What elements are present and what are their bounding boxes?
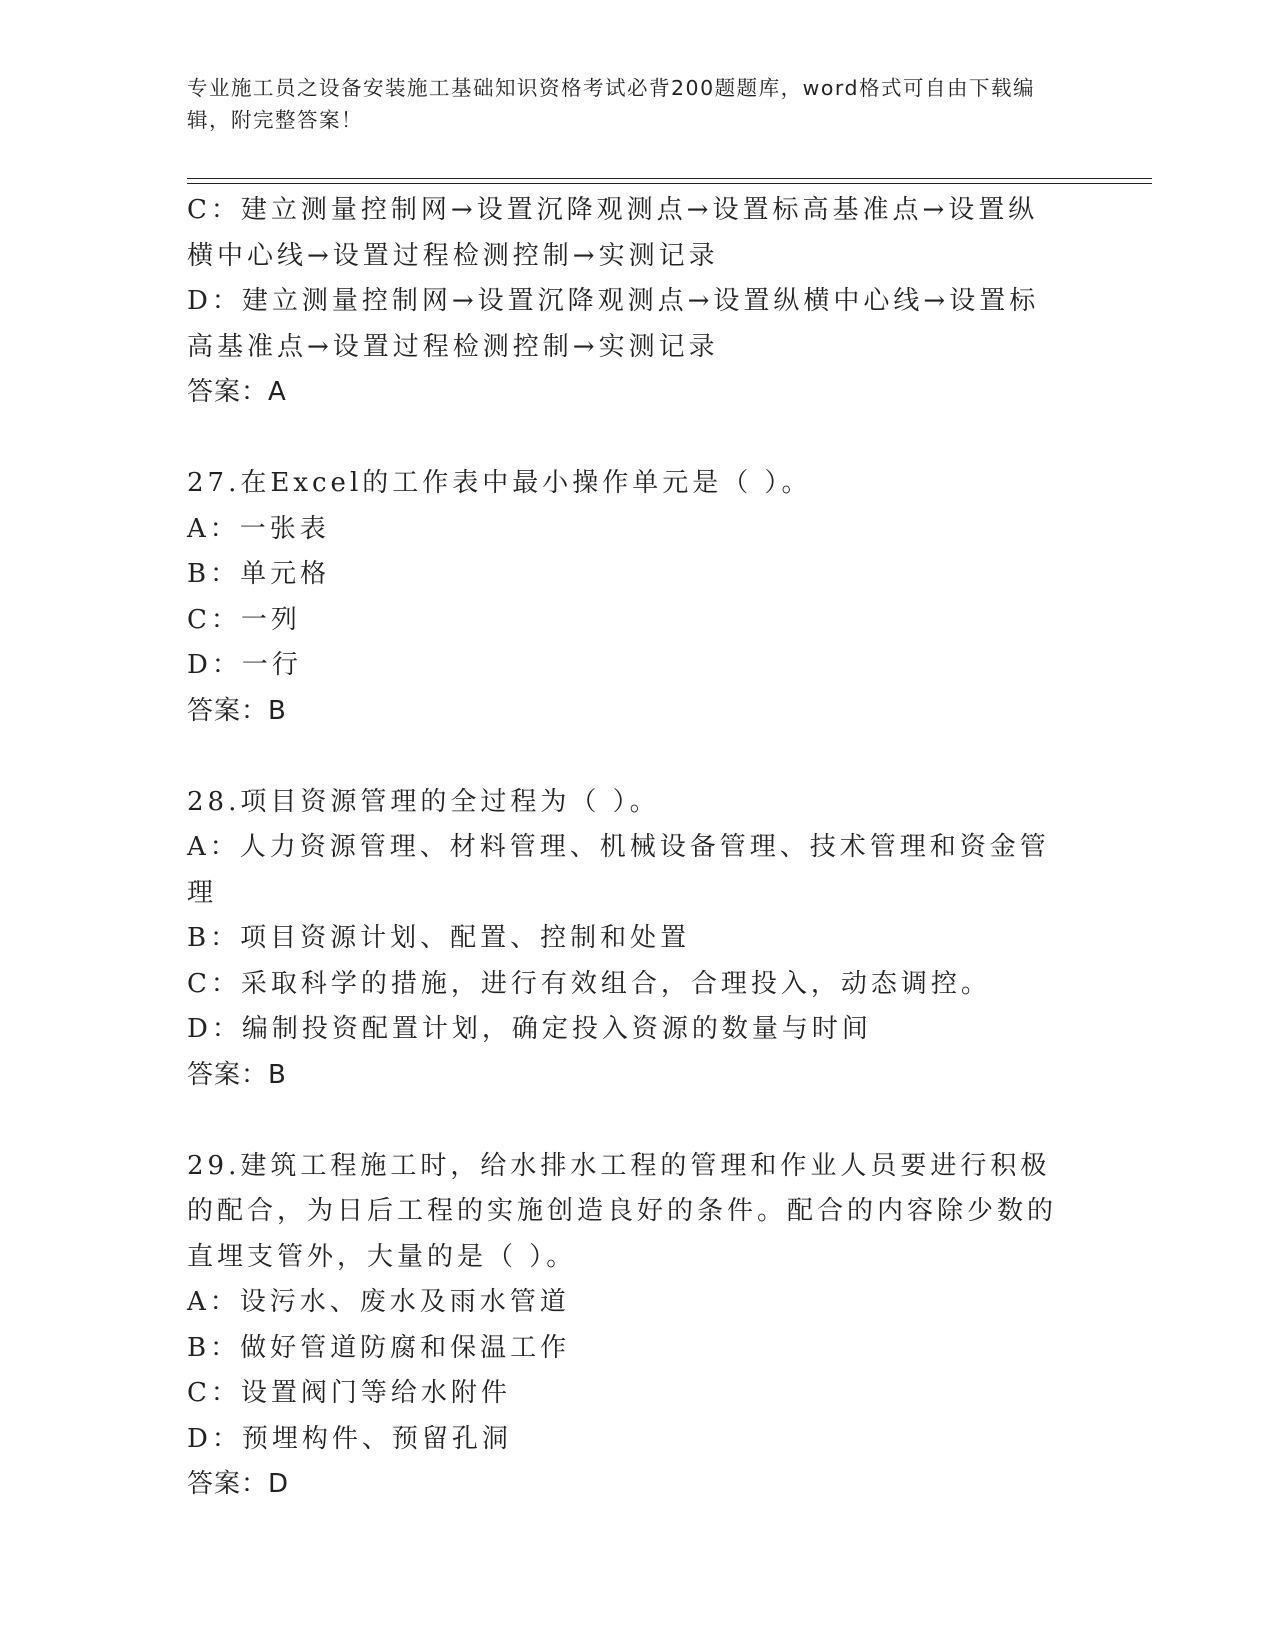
header-title: 专业施工员之设备安装施工基础知识资格考试必背200题题库，word格式可自由下载编辑，附完整答案！: [187, 76, 1036, 132]
option-b: B：项目资源计划、配置、控制和处置: [187, 923, 691, 953]
option-a: A：人力资源管理、材料管理、机械设备管理、技术管理和资金管理: [187, 832, 1050, 908]
question-item: [187, 1144, 1087, 1508]
option-d: D：预埋构件、预留孔洞: [187, 1423, 512, 1454]
option-c: C：设置阀门等给水附件: [187, 1378, 511, 1408]
option-c: C：一列: [187, 604, 301, 635]
option-b: B：单元格: [187, 559, 331, 589]
spacer: [187, 734, 1087, 780]
option-d: D：编制投资配置计划，确定投入资源的数量与时间: [187, 1014, 872, 1044]
question-text: 28.项目资源管理的全过程为（ ）。: [187, 786, 660, 817]
answer-text: 答案：B: [187, 1059, 287, 1090]
spacer: [187, 1098, 1087, 1144]
question-item: [187, 780, 1087, 1099]
option-b: B：做好管道防腐和保温工作: [187, 1332, 571, 1363]
option-c: C：建立测量控制网→设置沉降观测点→设置标高基准点→设置纵横中心线→设置过程检测控制→实测记录: [187, 195, 1039, 271]
question-list: [187, 188, 1087, 1508]
option-d: D：一行: [187, 650, 302, 680]
answer-text: 答案：D: [187, 1469, 290, 1499]
answer-text: 答案：A: [187, 377, 287, 407]
question-item: [187, 188, 1087, 416]
answer-text: 答案：B: [187, 695, 287, 726]
question-item: [187, 461, 1087, 734]
option-a: A：设污水、废水及雨水管道: [187, 1287, 570, 1317]
option-d: D：建立测量控制网→设置沉降观测点→设置纵横中心线→设置标高基准点→设置过程检测控制→实测记录: [187, 286, 1040, 362]
header-divider-thin: [187, 183, 1152, 184]
question-text: 29.建筑工程施工时，给水排水工程的管理和作业人员要进行积极的配合，为日后工程的实施创造良好的条件。配合的内容除少数的直埋支管外，大量的是（ ）。: [187, 1150, 1058, 1272]
option-a: A：一张表: [187, 513, 330, 544]
option-c: C：采取科学的措施，进行有效组合，合理投入，动态调控。: [187, 968, 991, 999]
page-header: [187, 72, 1067, 136]
header-divider-thick: [187, 178, 1152, 179]
spacer: [187, 416, 1087, 462]
question-text: 27.在Excel的工作表中最小操作单元是（ ）。: [187, 468, 812, 498]
